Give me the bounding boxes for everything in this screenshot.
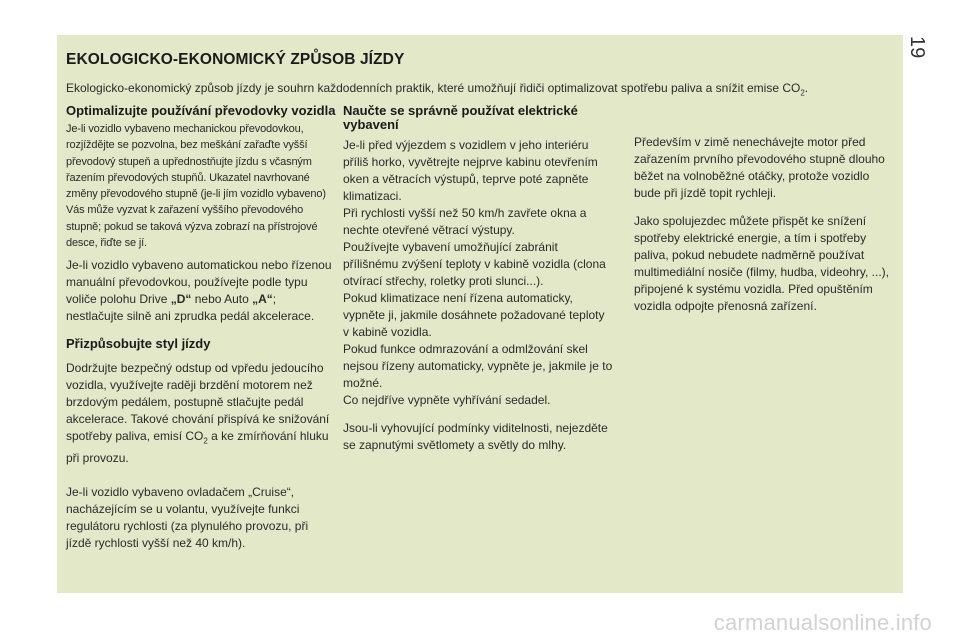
electric-para-5: Pokud funkce odmrazování a odmlžování skel nejsou řízeny automaticky, vypněte je, jakmile je to možné. — [343, 342, 613, 390]
automatic-gearbox-text — [66, 257, 336, 325]
page-number: 19 — [906, 36, 928, 59]
auto-text-before: Je-li vozidlo vybaveno automatickou nebo řízenou manuální převodovkou, používejte podle typu voliče polohu Drive — [66, 258, 332, 307]
intro-text: Ekologicko-ekonomický způsob jízdy je souhrn každodenních praktik, které umožňují řidiči optimalizovat spotřebu paliva a snížit emise CO — [66, 81, 801, 95]
electric-para-6: Co nejdříve vypněte vyhřívání sedadel. — [343, 393, 551, 407]
cruise-control-text: Je-li vozidlo vybaveno ovladačem „Cruise“, nacházejícím se u volantu, využívejte funkci regulátoru rychlosti (za plynulého provozu, při jízdě rychlosti vyšší než 40 km/h). — [66, 484, 309, 550]
electric-paragraphs — [343, 137, 613, 409]
style-text-after: a ke zmírňování hluku při provozu. — [66, 429, 329, 465]
electric-para-3: Používejte vybavení umožňující zabránit přílišnému zvýšení teploty v kabině vozidla (clona otvírací střechy, roletky proti slunci...). — [343, 240, 606, 288]
column-right — [634, 134, 896, 315]
auto-text-middle: nebo Auto — [191, 292, 253, 307]
auto-position-label: „A“ — [252, 292, 273, 307]
column-middle — [343, 104, 613, 454]
column-left — [66, 104, 336, 552]
intro-subscript: 2 — [800, 88, 805, 98]
heading-electric: Naučte se správně používat elektrické vybavení — [343, 103, 578, 132]
intro-end: . — [804, 81, 809, 95]
style-text-before: Dodržujte bezpečný odstup od vpředu jedoucího vozidla, využívejte raději brzdění motorem než brzdovým pedálem, postupně stlačujte pedál akcelerace. Takové chování přispívá ke snižování spotřeby paliva, emisí CO — [66, 361, 330, 444]
intro-paragraph — [66, 80, 896, 101]
electric-para-2: Při rychlosti vyšší než 50 km/h zavřete okna a nechte otevřené větrací výstupy. — [343, 206, 587, 237]
right-para-1: Především v zimě nenechávejte motor před zařazením prvního převodového stupně dlouho běžet na volnoběžné otáčky, protože vozidlo bude při jízdě topit rychleji. — [634, 135, 885, 200]
manual-gearbox-text: Je-li vozidlo vybaveno mechanickou převodovkou, rozjíždějte se pozvolna, bez meškání zařaďte vyšší převodový stupeň a upřednostňujte jízdu s včasným řazením převodových stupňů. Ukazatel navrhované změny převodového stupně (je-li jím vozidlo vybaveno) Vás může vyzvat k zařazení vyššího převodového stupně; pokud se taková výzva zobrazí na přístrojové desce, řiďte se jí. — [66, 123, 326, 250]
style-subscript: 2 — [203, 436, 208, 446]
watermark: carmanualsonline.info — [713, 610, 932, 635]
electric-para-7: Jsou-li vyhovující podmínky viditelnosti, nejezděte se zapnutými světlomety a světly do mlhy. — [343, 421, 608, 452]
electric-para-1: Je-li před výjezdem s vozidlem v jeho interiéru příliš horko, vyvětrejte nejprve kabinu otevřením oken a větracích výstupů, teprve poté zapněte klimatizaci. — [343, 138, 598, 203]
electric-para-4: Pokud klimatizace není řízena automaticky, vypněte ji, jakmile dosáhnete požadované teploty v kabině vozidla. — [343, 291, 605, 339]
manual-gearbox-block — [66, 121, 336, 251]
drive-position-label: „D“ — [170, 292, 192, 307]
page-title: EKOLOGICKO-EKONOMICKÝ ZPŮSOB JÍZDY — [66, 51, 405, 68]
heading-gears: Optimalizujte používání převodovky vozidla — [66, 103, 336, 118]
driving-style-text — [66, 360, 336, 466]
auto-text-after: ; nestlačujte silně ani zprudka pedál akcelerace. — [66, 292, 315, 324]
right-para-2: Jako spolujezdec můžete přispět ke snížení spotřeby elektrické energie, a tím i spotřeby paliva, pokud nebudete nadměrně používat multimediální nosiče (filmy, hudba, videohry, ...), připojené k systému vozidla. Před opuštěním vozidla odpojte přenosná zařízení. — [634, 214, 889, 313]
heading-driving-style: Přizpůsobujte styl jízdy — [66, 336, 211, 352]
